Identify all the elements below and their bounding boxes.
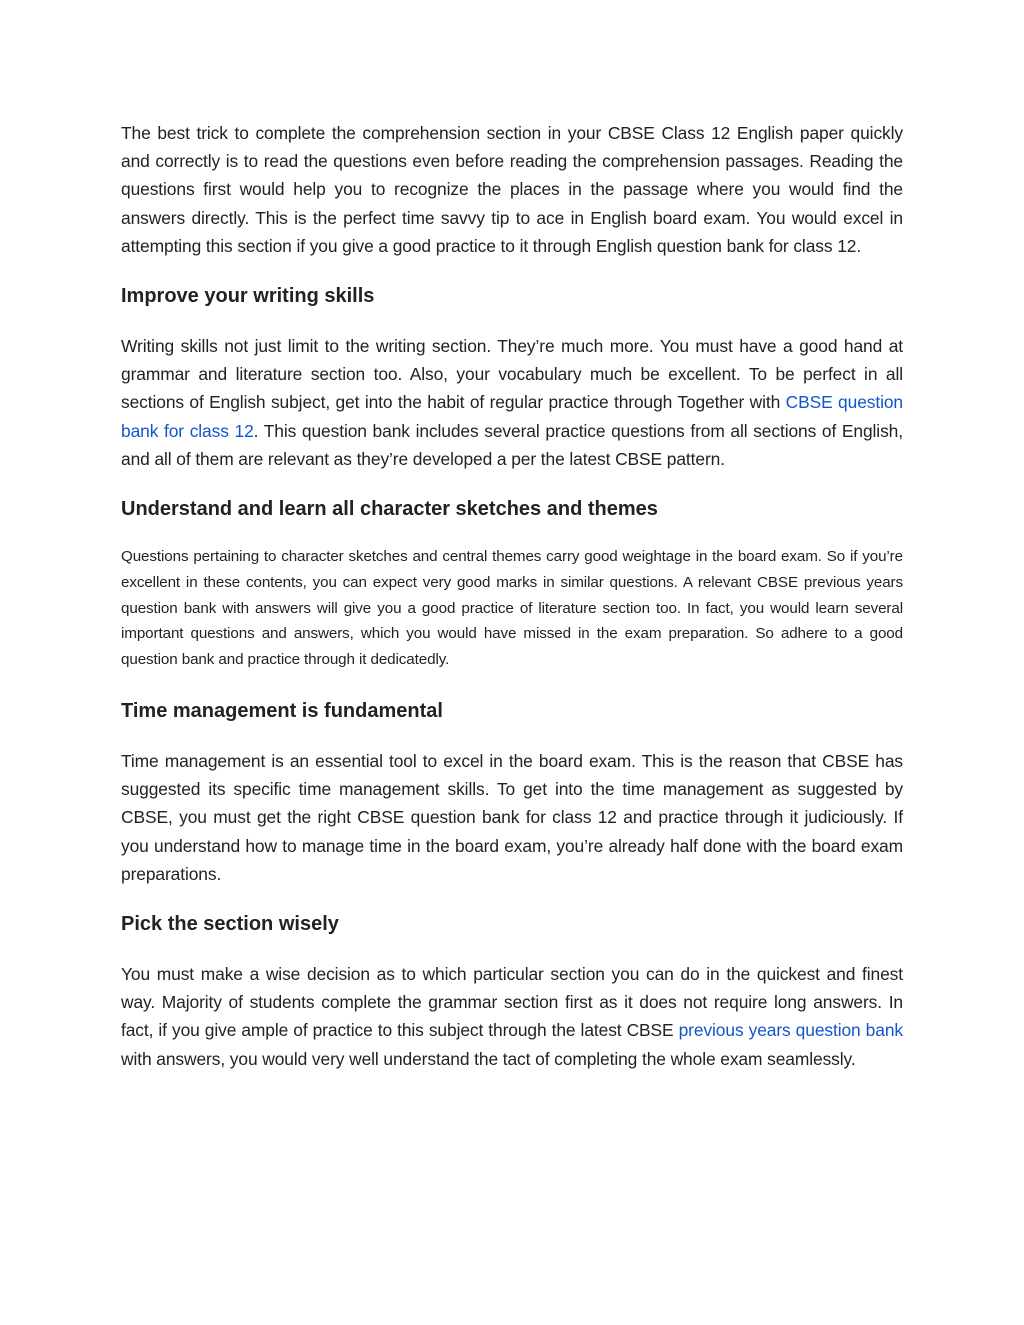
heading-character-sketches: Understand and learn all character sketches and themes bbox=[121, 498, 658, 521]
pick-text-end: with answers, you would very well understand the tact of completing the whole exam seamlessly. bbox=[121, 1048, 856, 1069]
heading-pick-section: Pick the section wisely bbox=[121, 913, 339, 936]
document-page bbox=[121, 119, 903, 1073]
intro-paragraph: The best trick to complete the comprehension section in your CBSE Class 12 English paper quickly and correctly is to read the questions even before reading the comprehension passages. Reading the questions first would help you to recognize the places in the passage where you would find the answers directly. This is the perfect time savvy tip to ace in English board exam. You would excel in attempting this section if you give a good practice to it through English question bank for class 12. bbox=[121, 123, 903, 256]
writing-text-end: . This question bank includes several practice questions from all sections of English, and all of them are relevant as they’re developed a per the latest CBSE pattern. bbox=[121, 420, 903, 469]
character-sketches-paragraph: Questions pertaining to character sketches and central themes carry good weightage in the board exam. So if you’re excellent in these contents, you can expect very good marks in similar questions. A relevant CBSE previous years question bank with answers will give you a good practice of literature section too. In fact, you would learn several important questions and answers, which you would have missed in the exam preparation. So adhere to a good question bank and practice through it dedicatedly. bbox=[121, 548, 903, 669]
heading-writing-skills: Improve your writing skills bbox=[121, 285, 375, 308]
writing-text-start: Writing skills not just limit to the writing section. They’re much more. You must have a good hand at grammar and literature section too. Also, your vocabulary much be excellent. To be perfect in all sections of English subject, get into the habit of regular practice through Together with bbox=[121, 336, 903, 413]
previous-years-question-bank-link[interactable]: previous years question bank bbox=[678, 1020, 903, 1041]
pick-text-start: You must make a wise decision as to which particular section you can do in the quickest and finest way. Majority of students complete the grammar section first as it does not require long answers. In fact, if you give ample of practice to this subject through the latest CBSE bbox=[121, 964, 903, 1041]
question-bank-class-12-link[interactable]: CBSE question bank for class 12 bbox=[121, 392, 903, 441]
time-management-paragraph: Time management is an essential tool to excel in the board exam. This is the reason that CBSE has suggested its specific time management skills. To get into the time management as suggested by CBSE, you must get the right CBSE question bank for class 12 and practice through it judiciously. If you understand how to manage time in the board exam, you’re already half done with the board exam preparations. bbox=[121, 751, 903, 884]
pick-section-paragraph bbox=[121, 960, 903, 1073]
heading-time-management: Time management is fundamental bbox=[121, 700, 443, 723]
writing-skills-paragraph bbox=[121, 332, 903, 473]
